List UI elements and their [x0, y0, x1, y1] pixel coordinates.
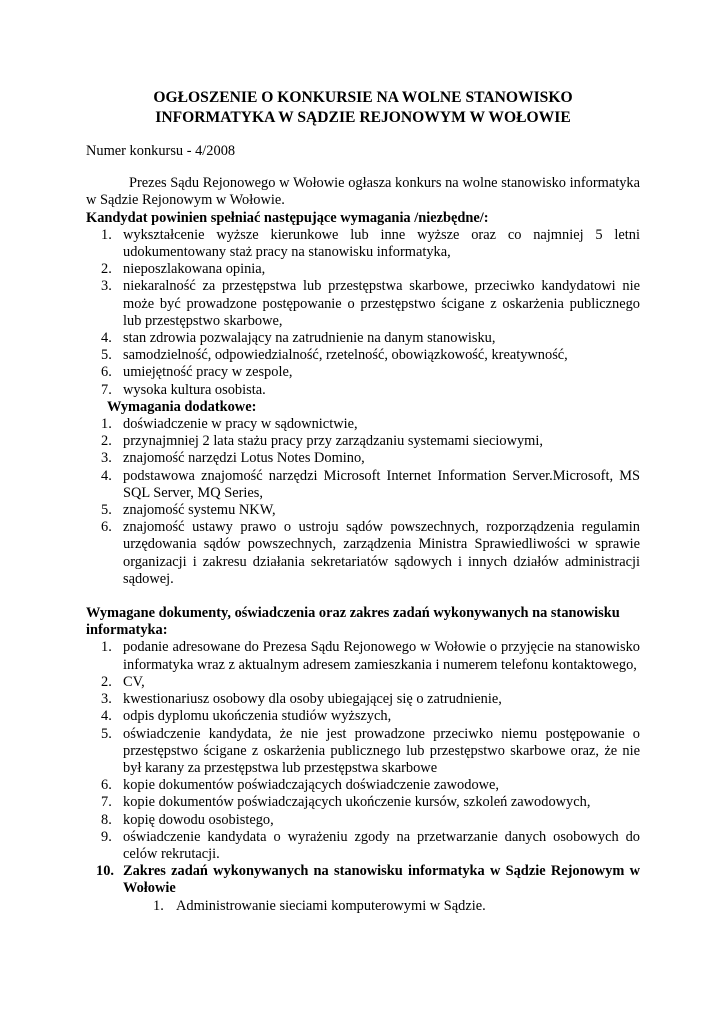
list-item: 1. doświadczenie w pracy w sądownictwie,: [101, 416, 358, 433]
list-item: 4. stan zdrowia pozwalający na zatrudnienie na danym stanowisku,: [101, 330, 496, 347]
list-item: 1. Administrowanie sieciami komputerowymi w Sądzie.: [153, 897, 486, 914]
title-line-2: INFORMATYKA W SĄDZIE REJONOWYM W WOŁOWIE: [155, 109, 571, 126]
additional-requirements-heading: Wymagania dodatkowe:: [107, 398, 257, 415]
additional-requirements-list: [86, 416, 640, 588]
list-item: 1. wykształcenie wyższe kierunkowe lub inne wyższe oraz co najmniej 5 letni udokumentowany staż pracy na stanowisku informatyka,: [101, 226, 640, 261]
list-item: 3. kwestionariusz osobowy dla osoby ubiegającej się o zatrudnienie,: [101, 691, 502, 708]
document-page: [86, 88, 640, 915]
list-item: 2. CV,: [101, 673, 145, 690]
task-scope-item: 10. Zakres zadań wykonywanych na stanowisku informatyka w Sądzie Rejonowym w Wołowie: [96, 863, 640, 897]
list-item: 4. podstawowa znajomość narzędzi Microsoft Internet Information Server.Microsoft, MS SQL Server, MQ Series,: [101, 467, 640, 501]
task-scope-list: [126, 898, 640, 915]
documents-list: [86, 639, 640, 897]
spacer: [86, 588, 640, 605]
list-item: 6. kopie dokumentów poświadczających doświadczenie zawodowe,: [101, 777, 500, 794]
title-line-1: OGŁOSZENIE O KONKURSIE NA WOLNE STANOWISKO: [153, 89, 573, 106]
list-item: 9. oświadczenie kandydata o wyrażeniu zgody na przetwarzanie danych osobowych do celów rekrutacji.: [101, 828, 640, 862]
list-item: 5. znajomość systemu NKW,: [101, 502, 276, 519]
list-item: 6. umiejętność pracy w zespole,: [101, 364, 293, 381]
intro-paragraph: Prezes Sądu Rejonowego w Wołowie ogłasza konkurs na wolne stanowisko informatyka w Sądzie Rejonowym w Wołowie.: [86, 175, 640, 209]
list-item: 5. samodzielność, odpowiedzialność, rzetelność, obowiązkowość, kreatywność,: [101, 347, 568, 364]
requirements-list: [86, 227, 640, 399]
list-item: 4. odpis dyplomu ukończenia studiów wyższych,: [101, 708, 392, 725]
list-item: 1. podanie adresowane do Prezesa Sądu Rejonowego w Wołowie o przyjęcie na stanowisko informatyka wraz z aktualnym adresem zamieszkania i numerem telefonu kontaktowego,: [101, 639, 640, 673]
list-item: 2. nieposzlakowana opinia,: [101, 261, 266, 278]
competition-number: Numer konkursu - 4/2008: [86, 143, 236, 159]
documents-heading: Wymagane dokumenty, oświadczenia oraz zakres zadań wykonywanych na stanowisku informatyka:: [86, 605, 620, 639]
list-item: 2. przynajmniej 2 lata stażu pracy przy zarządzaniu systemami sieciowymi,: [101, 433, 543, 450]
list-item: 7. kopie dokumentów poświadczających ukończenie kursów, szkoleń zawodowych,: [101, 794, 591, 811]
list-item: 3. znajomość narzędzi Lotus Notes Domino,: [101, 450, 365, 467]
list-item: 3. niekaralność za przestępstwa lub przestępstwa skarbowe, przeciwko kandydatowi nie może być prowadzone postępowanie o przestępstwo ścigane z oskarżenia publicznego lub przestępstwo skarbowe,: [101, 278, 640, 329]
list-item: 5. oświadczenie kandydata, że nie jest prowadzone przeciwko niemu postępowanie o przestępstwo ścigane z oskarżenia publicznego lub przestępstwo skarbowe oraz, że nie był karany za przestępstwa lub przestępstwa skarbowe: [101, 725, 640, 776]
requirements-heading: Kandydat powinien spełniać następujące wymagania /niezbędne/:: [86, 209, 489, 226]
list-item: 7. wysoka kultura osobista.: [101, 381, 266, 398]
list-item: 6. znajomość ustawy prawo o ustroju sądów powszechnych, rozporządzenia regulamin urzędowania sądów powszechnych, zarządzenia Ministra Sprawiedliwości w sprawie organizacji i zakresu działania sekretariatów sądowych i innych działów administracji sądowej.: [101, 519, 640, 587]
document-title: [86, 88, 640, 128]
list-item: 8. kopię dowodu osobistego,: [101, 811, 274, 828]
